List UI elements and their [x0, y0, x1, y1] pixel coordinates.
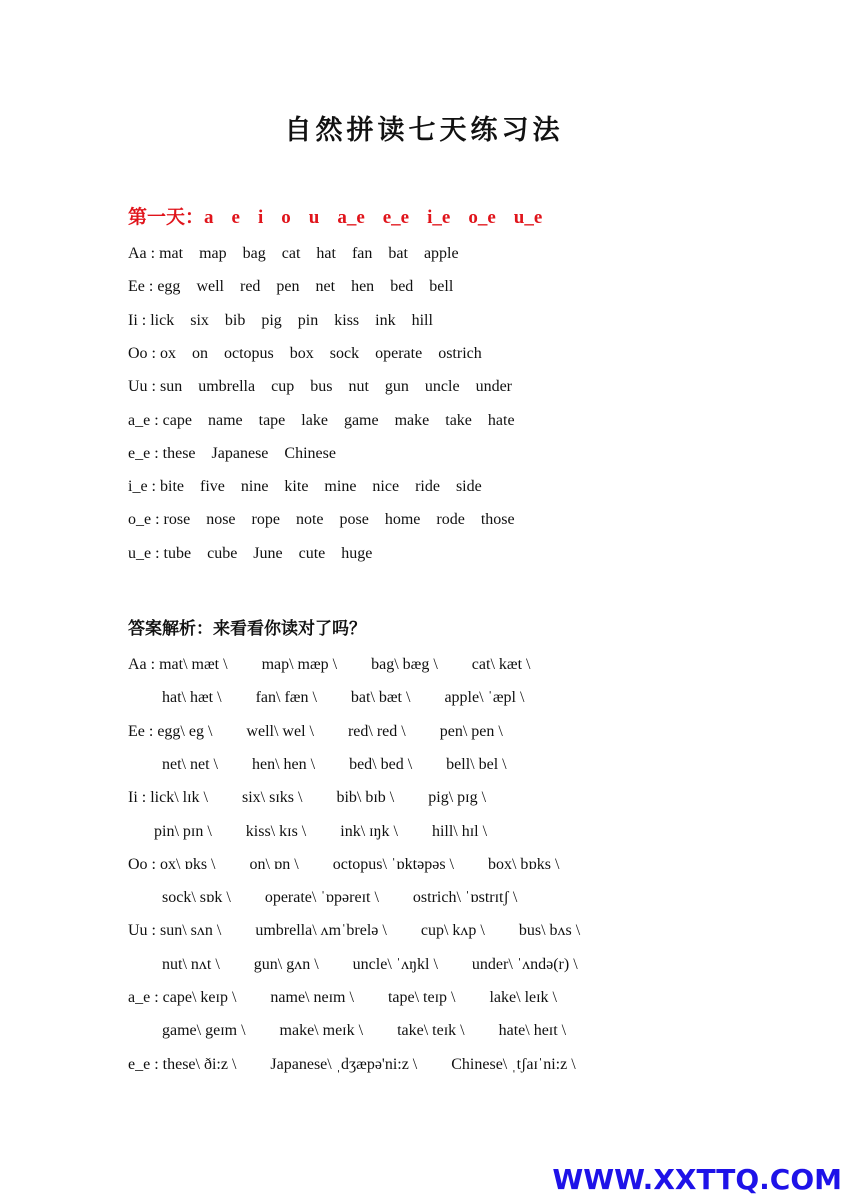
phonetic-entry: fan\ fæn \ — [255, 689, 317, 707]
word: cube — [207, 544, 238, 562]
phonetic-entry: octopus\ ˈɒktəpəs \ — [332, 855, 454, 873]
phonetic-entry: Japanese\ ˌdʒæpə'ni:z \ — [270, 1055, 418, 1073]
answer-line — [162, 755, 541, 775]
word: under — [475, 378, 512, 396]
word: nice — [372, 478, 400, 496]
phonetic-entry: six\ sɪks \ — [242, 789, 303, 807]
word: red — [239, 278, 261, 296]
phonetic-entry: hate\ heɪt \ — [498, 1022, 567, 1040]
day1-pattern: u — [308, 207, 320, 228]
answer-heading: 答案解析：来看看你读对了吗？ — [128, 619, 366, 639]
phonetic-entry: Chinese\ ˌtʃaɪˈni:z \ — [451, 1055, 576, 1073]
word: bell — [429, 278, 454, 296]
phonetic-entry: map\ mæp \ — [261, 656, 338, 673]
phonetic-entry: hill\ hɪl \ — [431, 822, 488, 840]
answer-line — [154, 822, 521, 842]
word: on — [192, 344, 208, 362]
phonetic-entry: sun\ sʌn \ — [160, 922, 222, 940]
word-line-prefix: Ii : — [128, 311, 151, 329]
word-line — [128, 244, 475, 264]
phonetic-entry: box\ bɒks \ — [487, 855, 560, 873]
phonetic-entry: uncle\ ˈʌŋkl \ — [352, 955, 438, 973]
word: game — [343, 411, 379, 429]
phonetic-entry: bat\ bæt \ — [350, 689, 411, 707]
word: rose — [163, 511, 191, 529]
word: bed — [390, 278, 414, 296]
phonetic-entry: cape\ keɪp \ — [162, 989, 237, 1006]
phonetic-entry: mat\ mæt \ — [159, 656, 228, 673]
word: mine — [324, 478, 357, 496]
word-line-prefix: e_e : — [128, 444, 163, 462]
answer-line — [128, 921, 614, 941]
word: hate — [487, 411, 515, 429]
phonetic-entry: hen\ hen \ — [251, 755, 316, 773]
phonetic-entry: ox\ ɒks \ — [160, 855, 216, 873]
word: operate — [375, 344, 423, 362]
word: Japanese — [211, 444, 269, 462]
word-line-prefix: a_e : — [128, 411, 163, 429]
word: cup — [271, 378, 295, 396]
word-line — [128, 377, 528, 397]
phonetic-entry: bus\ bʌs \ — [518, 922, 581, 940]
phonetic-entry: under\ ˈʌndə(r) \ — [471, 955, 578, 973]
phonetic-entry: pin\ pɪn \ — [154, 822, 212, 840]
phonetic-entry: sock\ sɒk \ — [162, 889, 231, 907]
word: rope — [251, 511, 280, 529]
word-line — [128, 444, 352, 464]
word: pin — [297, 311, 319, 329]
word: ink — [375, 311, 396, 329]
word: name — [207, 411, 243, 429]
word: ostrich — [438, 344, 482, 362]
phonetic-entry: cat\ kæt \ — [471, 656, 531, 673]
phonetic-entry: apple\ ˈæpl \ — [444, 689, 525, 707]
word: fan — [351, 245, 373, 262]
phonetic-entry: lake\ leɪk \ — [489, 989, 557, 1006]
phonetic-entry: hat\ hæt \ — [162, 689, 222, 707]
word: note — [295, 511, 324, 529]
answer-line — [128, 988, 591, 1008]
day1-pattern: o_e — [468, 207, 496, 228]
phonetic-entry: kiss\ kɪs \ — [245, 822, 307, 840]
word: hat — [316, 245, 336, 262]
word: ox — [160, 344, 176, 362]
word-line — [128, 311, 449, 331]
answer-line-prefix: a_e : — [128, 989, 163, 1006]
answer-line — [162, 955, 612, 975]
word: kiss — [334, 311, 360, 329]
word: tube — [163, 544, 192, 562]
phonetic-entry: ostrich\ ˈɒstrɪtʃ \ — [412, 889, 518, 907]
page-title: 自然拼读七天练习法 — [284, 115, 564, 146]
phonetic-entry: well\ wel \ — [246, 722, 314, 740]
word: egg — [157, 278, 181, 296]
phonetic-entry: game\ geɪm \ — [162, 1022, 246, 1040]
word: June — [253, 544, 283, 562]
word: huge — [341, 544, 373, 562]
answer-line-prefix: Aa : — [128, 656, 160, 673]
day1-pattern: e — [231, 207, 240, 228]
word: nose — [206, 511, 236, 529]
word-line — [128, 544, 388, 564]
phonetic-entry: lick\ lɪk \ — [150, 789, 208, 807]
word: bus — [310, 378, 333, 396]
word: sock — [329, 344, 360, 362]
word: lake — [301, 411, 328, 429]
word: pig — [261, 311, 282, 329]
word: uncle — [424, 378, 460, 396]
word-line — [128, 477, 498, 497]
phonetic-entry: bell\ bel \ — [446, 755, 507, 773]
day1-patterns — [204, 207, 560, 228]
word: those — [480, 511, 515, 529]
answer-line — [128, 655, 564, 675]
word: umbrella — [198, 378, 256, 396]
word: pen — [276, 278, 300, 296]
day1-pattern: i — [257, 207, 264, 228]
word: box — [289, 344, 314, 362]
word: sun — [160, 378, 183, 396]
answer-line — [128, 1055, 610, 1075]
word: ride — [415, 478, 440, 496]
phonetic-entry: bag\ bæg \ — [371, 656, 438, 673]
word: pose — [339, 511, 369, 529]
word: take — [445, 411, 472, 429]
word: cat — [281, 245, 301, 262]
answer-line-prefix: Uu : — [128, 922, 160, 940]
day1-pattern: o — [281, 207, 291, 228]
word: bib — [224, 311, 246, 329]
answer-line-prefix: Ee : — [128, 722, 158, 740]
word: lick — [150, 311, 175, 329]
word: hill — [411, 311, 433, 329]
answer-line — [162, 888, 551, 908]
day1-pattern: a_e — [337, 207, 365, 228]
word: bat — [388, 245, 408, 262]
day1-pattern: e_e — [382, 207, 410, 228]
phonetic-entry: nut\ nʌt \ — [162, 955, 220, 973]
word: octopus — [224, 344, 274, 362]
word-line — [128, 344, 498, 364]
phonetic-entry: gun\ gʌn \ — [253, 955, 319, 973]
word: bag — [242, 245, 266, 262]
phonetic-entry: name\ neɪm \ — [270, 989, 354, 1006]
day1-pattern: a — [204, 207, 214, 228]
word: nut — [348, 378, 369, 396]
word-line — [128, 411, 531, 431]
word: side — [455, 478, 482, 496]
phonetic-entry: ink\ ɪŋk \ — [340, 822, 398, 840]
word-line-prefix: Ee : — [128, 278, 158, 296]
phonetic-entry: bed\ bed \ — [349, 755, 413, 773]
phonetic-entry: on\ ɒn \ — [249, 855, 299, 873]
answer-line-prefix: Oo : — [128, 855, 160, 873]
day1-pattern: i_e — [427, 207, 451, 228]
phonetic-entry: pen\ pen \ — [439, 722, 503, 740]
word: tape — [258, 411, 286, 429]
word: Chinese — [284, 444, 336, 462]
phonetic-entry: red\ red \ — [347, 722, 406, 740]
word: hen — [351, 278, 375, 296]
word-line — [128, 277, 469, 297]
answer-line — [128, 722, 537, 742]
site-watermark: WWW.XXTTQ.COM — [552, 1163, 842, 1196]
word: well — [196, 278, 224, 296]
answer-line-prefix: e_e : — [128, 1055, 163, 1073]
phonetic-entry: tape\ teɪp \ — [387, 989, 456, 1006]
phonetic-entry: take\ teɪk \ — [397, 1022, 465, 1040]
word: six — [190, 311, 209, 329]
word-line-prefix: Uu : — [128, 378, 160, 396]
word: rode — [436, 511, 465, 529]
phonetic-entry: pig\ pɪg \ — [428, 789, 487, 807]
word: gun — [384, 378, 409, 396]
phonetic-entry: net\ net \ — [162, 755, 218, 773]
phonetic-entry: cup\ kʌp \ — [420, 922, 485, 940]
word: nine — [240, 478, 269, 496]
word: cute — [298, 544, 326, 562]
word: make — [394, 411, 430, 429]
day1-label: 第一天： — [128, 206, 205, 228]
word: apple — [423, 245, 459, 262]
word: net — [315, 278, 336, 296]
word-line-prefix: o_e : — [128, 511, 164, 529]
word: these — [162, 444, 196, 462]
word: cape — [162, 411, 192, 429]
phonetic-entry: operate\ ˈɒpəreɪt \ — [264, 889, 379, 907]
phonetic-entry: make\ meɪk \ — [279, 1022, 364, 1040]
day1-heading — [128, 202, 560, 229]
day1-pattern: u_e — [513, 207, 543, 228]
answer-line — [162, 1021, 600, 1041]
word: mat — [159, 245, 184, 262]
phonetic-entry: umbrella\ ʌmˈbrelə \ — [255, 922, 387, 940]
word-line-prefix: i_e : — [128, 478, 160, 496]
phonetic-entry: these\ ði:z \ — [162, 1055, 237, 1073]
answer-line — [128, 855, 593, 875]
word-line-prefix: Oo : — [128, 344, 160, 362]
phonetic-entry: egg\ eg \ — [157, 722, 213, 740]
word-line-prefix: Aa : — [128, 245, 160, 262]
answer-line-prefix: Ii : — [128, 789, 151, 807]
word: home — [384, 511, 421, 529]
answer-line — [128, 788, 520, 808]
word-line — [128, 510, 531, 530]
word: five — [200, 478, 225, 496]
word-line-prefix: u_e : — [128, 544, 164, 562]
answer-line — [162, 688, 558, 708]
phonetic-entry: bib\ bɪb \ — [336, 789, 395, 807]
word: bite — [160, 478, 184, 496]
word: map — [199, 245, 227, 262]
word: kite — [284, 478, 309, 496]
